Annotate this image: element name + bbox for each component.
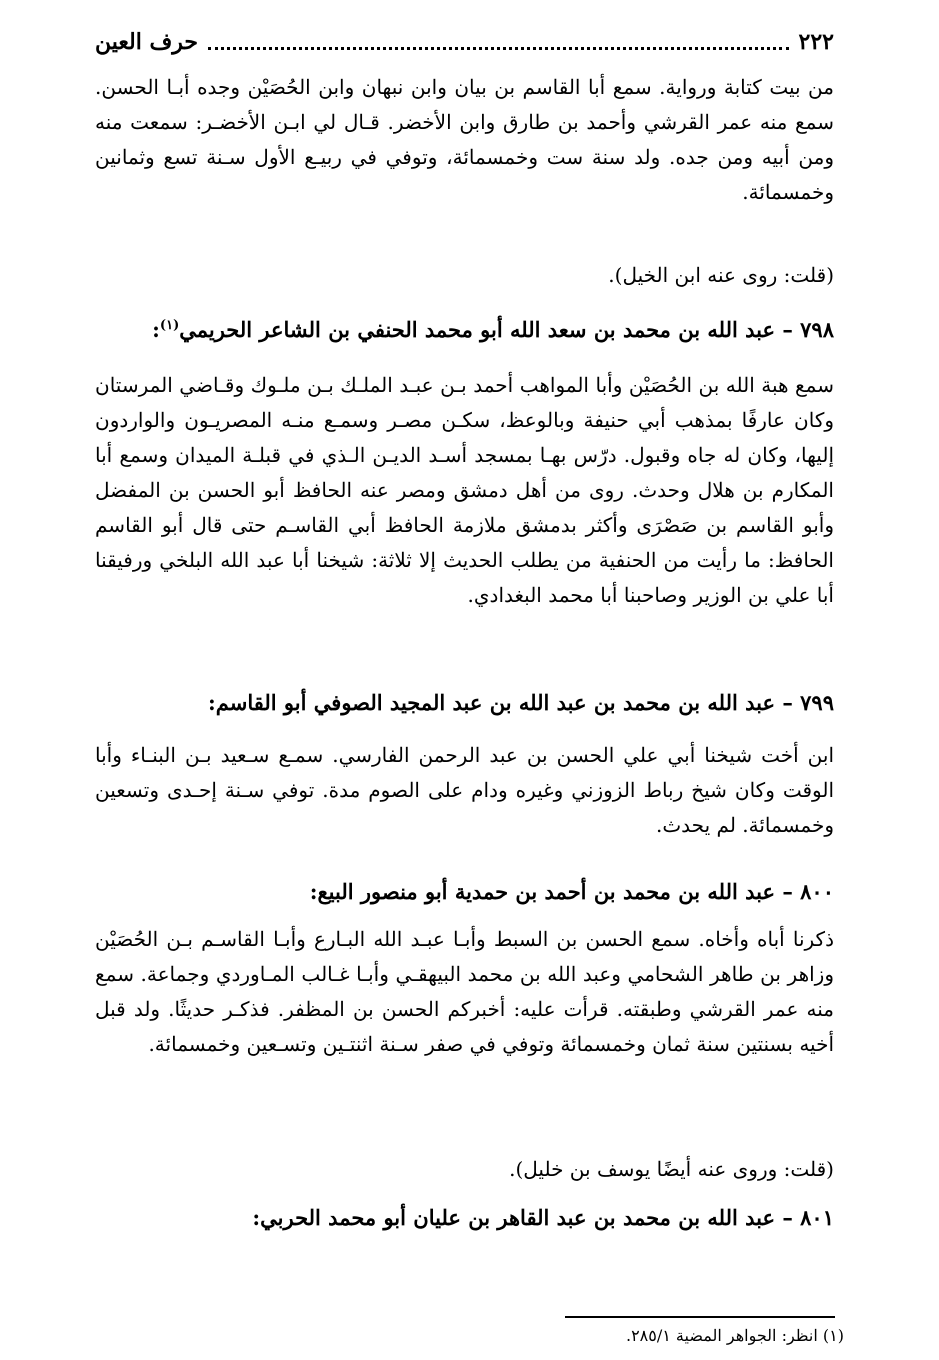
entry-title-798 (95, 312, 834, 347)
paragraph-note-2: (قلت: وروى عنه أيضًا يوسف بن خليل). (509, 1157, 834, 1181)
footnote: (١) انظر: الجواهر المضية ٢٨٥/١. (625, 1326, 844, 1345)
paragraph-note: (قلت: روى عنه ابن الخيل). (608, 263, 834, 287)
paragraph-continuation: من بيت كتابة ورواية. سمع أبا القاسم بن بيان وابن نبهان وابن الحُصَيْن وجده أبـا الحسن. سمع منه عمر القرشي وأحمد بن طارق وابن الأخضر. قـال لي ابـن الأخضـر: سمعت منه ومن أبيه ومن جده. ولد سنة ست وخمسمائة، وتوفي في ربيـع الأول سـنة تسع وثمانين وخمسمائة. (95, 75, 834, 204)
entry-title-colon: : (152, 317, 160, 342)
entry-800-body: ذكرنا أباه وأخاه. سمع الحسن بن السبط وأبـا عبـد الله البـارع وأبـا القاسـم بـن الحُصَيْن وزاهر بن طاهر الشحامي وعبد الله بن محمد البيهقـي وأبـا غـالب المـاوردي وجماعة. سمع منه عمر القرشي وطبقته. قرأت عليه: أخبركم الحسن بن المظفر. فذكـر حديثًا. ولد قبل أخيه بسنتين سنة ثمان وخمسمائة وتوفي في صفر سـنة اثنتـين وتسـعين وخمسمائة. (95, 927, 834, 1056)
page-number: ٢٢٢ (798, 29, 834, 55)
footnote-marker: (١) (159, 318, 180, 333)
entry-title-text: ٧٩٨ – عبد الله بن محمد بن سعد الله أبو محمد الحنفي بن الشاعر الحريمي (179, 317, 834, 342)
entry-title-800: ٨٠٠ – عبد الله بن محمد بن أحمد بن حمدية أبو منصور البيع: (309, 879, 834, 904)
entry-799-body: ابن أخت شيخنا أبي علي الحسن بن عبد الرحمن الفارسي. سمـع سـعيد بـن البنـاء وأبا الوقت وكان شيخ رباط الزوزني وغيره ودام على الصوم مدة. توفي سـنة إحـدى وتسعين وخمسمائة. لم يحدث. (95, 743, 834, 837)
header-leader-dots (208, 35, 789, 50)
footnote-separator (565, 1316, 835, 1318)
entry-title-799: ٧٩٩ – عبد الله بن محمد بن عبد الله بن عبد المجيد الصوفي أبو القاسم: (208, 690, 834, 715)
entry-title-801: ٨٠١ – عبد الله بن محمد بن عبد القاهر بن عليان أبو محمد الحربي: (252, 1205, 834, 1230)
entry-798-body: سمع هبة الله بن الحُصَيْن وأبا المواهب أحمد بـن عبـد الملـك بـن ملـوك وقـاضي المرستان وكان عارفًا بمذهب أبي حنيفة وبالوعظ، سكـن مصـر وسمـع منـه المصريـون والواردون إليها، وكان له جاه وقبول. درّس بهـا بمسجد أسـد الديـن الـذي في قبلـة الميدان وسمع أبا المكارم بن هلال وحدث. روى من أهل دمشق ومصر عنه الحافظ أبو الحسن بن المفضل وأبو القاسم بن صَصْرَى وأكثر بدمشق ملازمة الحافظ أبي القاسـم حتى قال أبو القاسم الحافظ: ما رأيت من الحنفية من يطلب الحديث إلا ثلاثة: شيخنا أبا عبد الله البلخي ورفيقنا أبا علي بن الوزير وصاحبنا أبا محمد البغدادي. (95, 373, 834, 607)
running-title: حرف العين (95, 29, 199, 55)
page-header (95, 22, 834, 62)
